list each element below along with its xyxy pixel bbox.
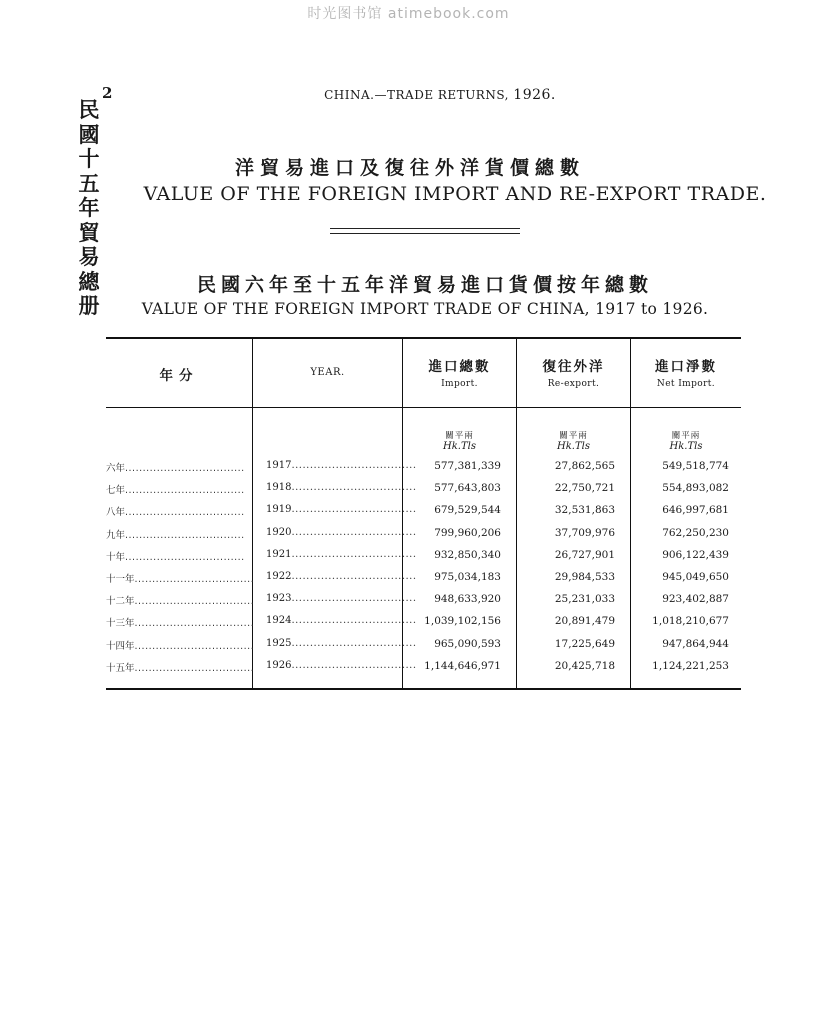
- net-import-value-cell: 646,997,681: [662, 504, 729, 517]
- reexport-value-cell: 26,727,901: [554, 548, 615, 561]
- side-title-char: 民: [78, 98, 100, 122]
- side-title-char: 貿: [78, 220, 100, 245]
- table-row: [106, 615, 741, 637]
- unit-label-reexport: [517, 429, 630, 452]
- reexport-value-cell: 22,750,721: [554, 482, 615, 495]
- header-import-chinese: 進口總數: [428, 359, 491, 375]
- table-row: [106, 527, 741, 549]
- header-net-english: Net Import.: [656, 379, 716, 389]
- year-cell: 1919..................................: [266, 504, 417, 516]
- year-chinese-cell: 七年..................................: [106, 485, 245, 497]
- side-title-char: 國: [78, 122, 100, 147]
- year-cell: 1922..................................: [266, 571, 417, 582]
- net-import-value-cell: 923,402,887: [662, 593, 729, 606]
- import-value-cell: 948,633,920: [434, 593, 501, 606]
- year-chinese-cell: 八年..................................: [106, 507, 245, 519]
- net-import-value-cell: 906,122,439: [662, 548, 729, 561]
- reexport-value-cell: 20,891,479: [554, 615, 615, 628]
- net-import-value-cell: 1,018,210,677: [652, 615, 729, 628]
- running-head-text: CHINA.—TRADE RETURNS,: [324, 88, 509, 102]
- header-import-english: Import.: [441, 379, 478, 389]
- table-row: [106, 460, 741, 482]
- net-import-value-cell: 762,250,230: [662, 526, 729, 539]
- reexport-value-cell: 20,425,718: [554, 659, 615, 672]
- unit-english: Hk.Tls: [443, 441, 476, 452]
- unit-label-net: [631, 429, 741, 452]
- unit-chinese: 關平兩: [671, 431, 701, 441]
- header-net-chinese: 進口淨數: [655, 359, 717, 375]
- year-chinese-cell: 十一年..................................: [106, 574, 255, 585]
- reexport-value-cell: 25,231,033: [554, 593, 615, 606]
- table-row: [106, 638, 741, 660]
- net-import-value-cell: 554,893,082: [662, 482, 729, 495]
- title-chinese: 洋貿易進口及復往外洋貨價總數: [234, 157, 585, 179]
- year-chinese-cell: 九年..................................: [106, 529, 245, 541]
- side-title-char: 五: [78, 171, 100, 196]
- side-title-char: 易: [78, 245, 100, 269]
- year-cell: 1917..................................: [266, 460, 417, 471]
- year-chinese-cell: 十三年..................................: [106, 618, 255, 630]
- header-year-english: YEAR.: [310, 367, 345, 378]
- unit-label-import: [403, 429, 516, 452]
- table-row: [106, 593, 741, 615]
- year-chinese-cell: 十年..................................: [106, 551, 245, 563]
- import-value-cell: 577,643,803: [434, 482, 501, 495]
- table-row: [106, 482, 741, 504]
- reexport-value-cell: 27,862,565: [554, 460, 615, 472]
- year-cell: 1923..................................: [266, 593, 417, 605]
- net-import-value-cell: 945,049,650: [662, 571, 729, 583]
- import-value-cell: 577,381,339: [434, 460, 501, 472]
- unit-english: Hk.Tls: [669, 441, 703, 452]
- trade-table: [106, 337, 741, 691]
- table-row: [106, 660, 741, 682]
- year-cell: 1920..................................: [266, 526, 417, 538]
- unit-chinese: 關平兩: [559, 431, 588, 441]
- table-row: [106, 571, 741, 593]
- running-head-year: 1926.: [513, 87, 556, 103]
- import-value-cell: 1,039,102,156: [424, 615, 501, 628]
- table-row: [106, 549, 741, 571]
- reexport-value-cell: 17,225,649: [554, 637, 615, 650]
- import-value-cell: 679,529,544: [434, 504, 501, 517]
- header-year-chinese: 年分: [159, 368, 199, 384]
- import-value-cell: 932,850,340: [434, 548, 501, 561]
- year-cell: 1925..................................: [266, 637, 417, 649]
- import-value-cell: 965,090,593: [434, 637, 501, 650]
- net-import-value-cell: 1,124,221,253: [652, 659, 729, 672]
- year-cell: 1918..................................: [266, 482, 417, 494]
- subtitle-chinese: 民國六年至十五年洋貿易進口貨價按年總數: [196, 274, 653, 296]
- year-chinese-cell: 十二年..................................: [106, 596, 255, 608]
- year-chinese-cell: 十五年..................................: [106, 662, 255, 674]
- reexport-value-cell: 32,531,863: [554, 504, 615, 517]
- import-value-cell: 799,960,206: [434, 526, 501, 539]
- year-cell: 1921..................................: [266, 548, 417, 560]
- header-reexport-english: Re-export.: [547, 379, 600, 389]
- table-row: [106, 504, 741, 526]
- side-title-char: 年: [78, 196, 100, 220]
- reexport-value-cell: 37,709,976: [554, 526, 615, 539]
- header-import: [403, 355, 516, 389]
- reexport-value-cell: 29,984,533: [554, 571, 615, 583]
- watermark: 时光图书馆 atimebook.com: [307, 6, 510, 22]
- side-title-char: 十: [78, 147, 100, 171]
- year-cell: 1926..................................: [266, 659, 417, 671]
- net-import-value-cell: 549,518,774: [662, 460, 729, 472]
- running-head: [300, 87, 580, 103]
- header-reexport: [517, 355, 630, 389]
- unit-chinese: 關平兩: [445, 431, 474, 441]
- table-bottom-rule: [106, 688, 741, 690]
- subtitle-english: VALUE OF THE FOREIGN IMPORT TRADE OF CHINA, 1917 to 1926.: [141, 300, 709, 318]
- year-chinese-cell: 十四年..................................: [106, 640, 255, 652]
- header-net-import: [631, 355, 741, 389]
- table-top-rule: [106, 337, 741, 339]
- table-header-rule: [106, 407, 741, 408]
- title-english: VALUE OF THE FOREIGN IMPORT AND RE-EXPORT TRADE.: [143, 183, 767, 205]
- side-title: [74, 98, 104, 319]
- import-value-cell: 1,144,646,971: [424, 659, 501, 672]
- year-cell: 1924..................................: [266, 615, 417, 627]
- header-reexport-chinese: 復往外洋: [542, 359, 605, 375]
- year-chinese-cell: 六年..................................: [106, 463, 245, 474]
- page-number: 2: [102, 84, 113, 102]
- side-title-char: 總: [78, 269, 100, 294]
- import-value-cell: 975,034,183: [434, 571, 501, 583]
- side-title-char: 册: [78, 294, 100, 318]
- double-rule-divider: [330, 228, 520, 234]
- unit-english: Hk.Tls: [557, 441, 590, 452]
- net-import-value-cell: 947,864,944: [662, 637, 729, 650]
